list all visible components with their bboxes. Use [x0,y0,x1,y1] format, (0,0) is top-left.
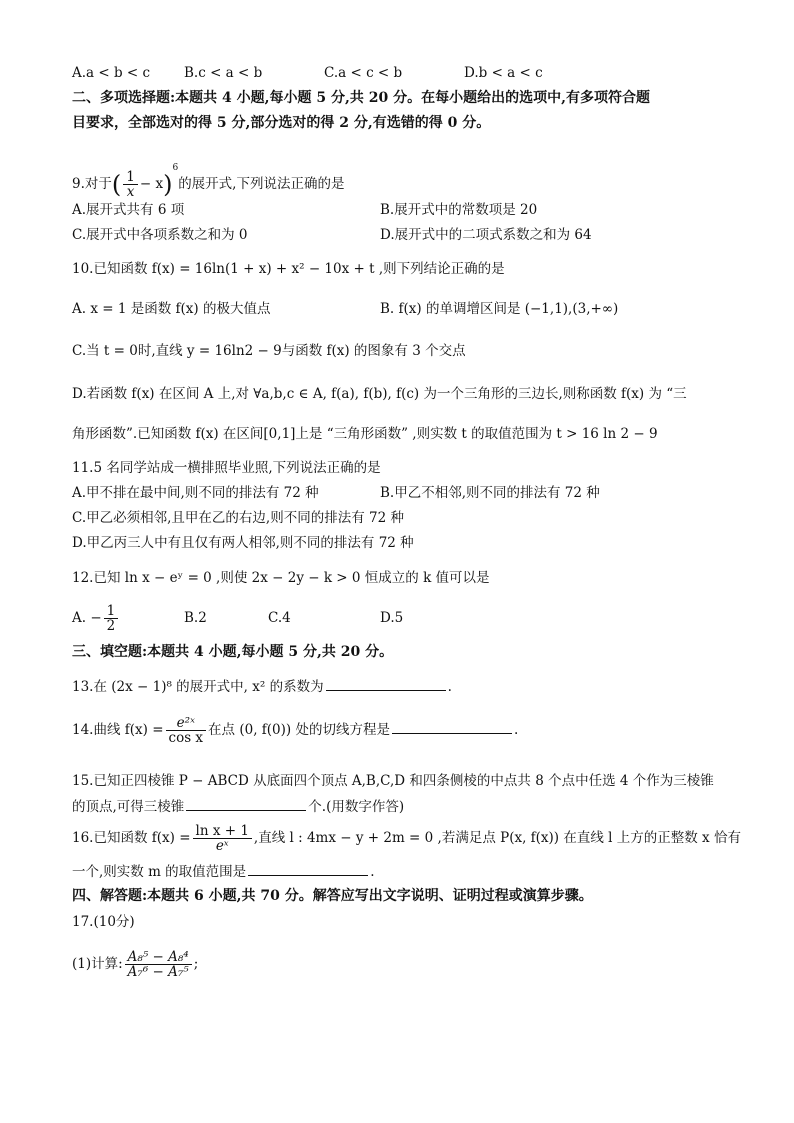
q16-l2-post: . [370,864,375,880]
q14-stem [72,712,518,748]
q12-option-b: B.2 [184,610,207,626]
q12-option-a [72,600,120,636]
q9-suffix: 的展开式,下列说法正确的是 [178,176,345,192]
q12-option-a-prefix: A. − [72,610,102,626]
q9-left-paren: ( [111,170,122,199]
q9-option-a: A.展开式共有 6 项 [72,202,185,218]
q9-minus-x: − x [139,176,164,192]
q10-option-d-line2: 角形函数”.已知函数 f(x) 在区间[0,1]上是 “三角形函数” ,则实数 t 的取值范围为 t > 16 ln 2 − 9 [72,426,658,442]
q14-fraction [166,716,207,745]
q17-title: 17.(10分) [72,914,135,930]
section3-heading: 三、填空题:本题共 4 小题,每小题 5 分,共 20 分。 [72,644,394,660]
q9-fraction [123,170,138,199]
q8-option-a: A.a < b < c [72,65,151,81]
q9-frac-num: 1 [123,170,138,185]
q16-mid: ,直线 l : 4mx − y + 2m = 0 ,若满足点 P(x, f(x)) 在直线 l 上方的正整数 x 恰有 [253,830,741,846]
q13-stem [72,676,452,697]
q8-option-c: C.a < c < b [324,65,403,81]
q15-l2-post: 个.(用数字作答) [308,799,405,815]
q11-option-a: A.甲不排在最中间,则不同的排法有 72 种 [72,485,319,501]
q9-exponent: 6 [172,163,179,173]
q12-option-d: D.5 [380,610,404,626]
q10-stem: 10.已知函数 f(x) = 16ln(1 + x) + x² − 10x + t ,则下列结论正确的是 [72,261,505,277]
q17-part1-pre: (1)计算: [72,956,123,972]
q9-prefix: 9.对于 [72,176,112,192]
q11-option-c: C.甲乙必须相邻,且甲在乙的右边,则不同的排法有 72 种 [72,510,404,526]
q9-frac-den: x [126,184,135,200]
q10-option-b: B. f(x) 的单调增区间是 (−1,1),(3,+∞) [380,301,619,317]
q16-l2-pre: 一个,则实数 m 的取值范围是 [72,864,247,880]
q17-frac-num: A₈⁵ − A₈⁴ [125,950,192,965]
q14-post: . [513,722,519,738]
q17-part1 [72,946,198,982]
q14-mid: 在点 (0, f(0)) 处的切线方程是 [208,722,390,738]
q16-pre: 16.已知函数 f(x) = [72,830,191,846]
q14-answer-blank[interactable] [392,719,512,734]
q14-pre: 14.曲线 f(x) = [72,722,164,738]
q9-option-b: B.展开式中的常数项是 20 [380,202,538,218]
q11-stem: 11.5 名同学站成一横排照毕业照,下列说法正确的是 [72,460,381,476]
q8-option-d: D.b < a < c [464,65,543,81]
q9-right-paren: ) [163,170,173,199]
q15-l2-pre: 的顶点,可得三棱锥 [72,799,185,815]
q11-option-b: B.甲乙不相邻,则不同的排法有 72 种 [380,485,600,501]
q16-answer-blank[interactable] [248,861,368,876]
q8-option-b: B.c < a < b [184,65,263,81]
q10-option-a: A. x = 1 是函数 f(x) 的极大值点 [72,301,271,317]
q14-frac-den: cos x [168,730,204,746]
q9-option-d: D.展开式中的二项式系数之和为 64 [380,227,592,243]
q16-frac-num: ln x + 1 [193,824,252,839]
q16-line1 [72,820,741,856]
q15-line2 [72,796,404,817]
q16-frac-den: eˣ [215,838,229,854]
q17-part1-post: ; [193,956,199,972]
q17-fraction [125,950,192,979]
q13-pre: 13.在 (2x − 1)⁸ 的展开式中, x² 的系数为 [72,679,324,695]
q13-answer-blank[interactable] [326,676,446,691]
q12-a-den: 2 [106,618,116,634]
q9-option-c: C.展开式中各项系数之和为 0 [72,227,248,243]
section2-heading-line1: 二、多项选择题:本题共 4 小题,每小题 5 分,共 20 分。在每小题给出的选项中,有多项符合题 [72,90,650,106]
section2-heading-line2: 目要求，全部选对的得 5 分,部分选对的得 2 分,有选错的得 0 分。 [72,115,491,131]
q13-post: . [447,679,452,695]
q12-option-c: C.4 [268,610,291,626]
q14-frac-num: e²ˣ [166,716,207,731]
q15-answer-blank[interactable] [186,796,306,811]
q16-line2 [72,861,374,882]
section4-heading: 四、解答题:本题共 6 小题,共 70 分。解答应写出文字说明、证明过程或演算步骤。 [72,888,593,904]
q16-fraction [193,824,252,853]
q12-stem: 12.已知 ln x − eʸ = 0 ,则使 2x − 2y − k > 0 恒成立的 k 值可以是 [72,570,490,586]
q17-frac-den: A₇⁶ − A₇⁵ [127,964,189,980]
q10-option-d-line1: D.若函数 f(x) 在区间 A 上,对 ∀a,b,c ∈ A, f(a), f(b), f(c) 为一个三角形的三边长,则称函数 f(x) 为 “三 [72,386,687,402]
q11-option-d: D.甲乙丙三人中有且仅有两人相邻,则不同的排法有 72 种 [72,535,414,551]
q10-option-c: C.当 t = 0时,直线 y = 16ln2 − 9与函数 f(x) 的图象有 3 个交点 [72,343,466,359]
q12-option-a-fraction [104,604,119,633]
q15-line1: 15.已知正四棱锥 P − ABCD 从底面四个顶点 A,B,C,D 和四条侧棱的中点共 8 个点中任选 4 个作为三棱锥 [72,773,714,789]
q12-a-num: 1 [104,604,119,619]
q9-stem [72,150,344,203]
